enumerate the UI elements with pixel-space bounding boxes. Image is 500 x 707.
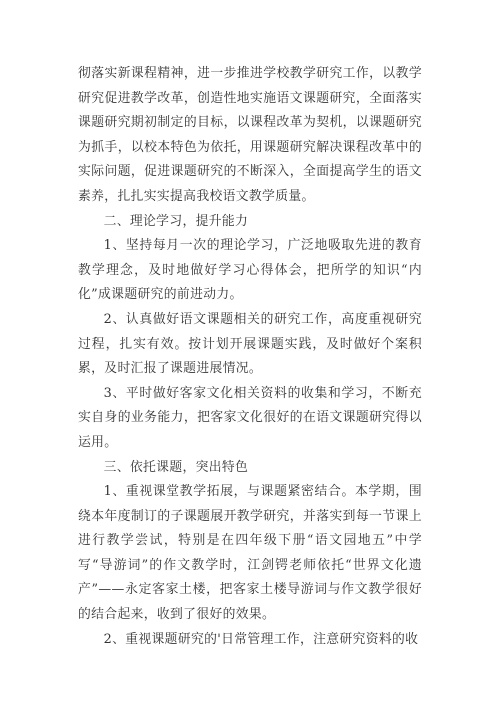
- paragraph-topic-item-2: 2、重视课题研究的'日常管理工作，注意研究资料的收: [103, 631, 419, 647]
- paragraph-theory-item-3: 3、平时做好客家文化相关资料的收集和学习，不断充实自身的业务能力，把客家文化很好的在语文课题研究得以运用。: [78, 385, 422, 450]
- paragraph-theory-item-1: 1、坚持每月一次的理论学习，广泛地吸取先进的教育教学理念，及时地做好学习心得体会，把所学的知识“内化”成课题研究的前进动力。: [78, 238, 422, 303]
- paragraph-intro-continuation: 彻落实新课程精神，进一步推进学校教学研究工作，以教学研究促进教学改革，创造性地实施语文课题研究，全面落实课题研究期初制定的目标，以课程改革为契机，以课题研究为抓手，以校本特色为依托，用课题研究解决课程改革中的实际问题，促进课题研究的不断深入，全面提高学生的语文素养，扎扎实实提高我校语文教学质量。: [78, 66, 422, 204]
- paragraph-theory-item-2: 2、认真做好语文课题相关的研究工作，高度重视研究过程，扎实有效。按计划开展课题实践，及时做好个案积累，及时汇报了课题进展情况。: [78, 311, 422, 377]
- section-heading-rely-on-topic: 三、依托课题，突出特色: [103, 459, 249, 475]
- paragraph-topic-item-1: 1、重视课堂教学拓展，与课题紧密结合。本学期，围绕本年度制订的子课题展开教学研究，并落实到每一节课上进行教学尝试，特别是在四年级下册“语文园地五”中学写“导游词”的作文教学时，江剑锷老师依托“世界文化遗产”——永定客家土楼，把客家土楼导游词与作文教学很好的结合起来，收到了很好的效果。: [78, 484, 422, 623]
- document-body: [78, 62, 422, 652]
- section-heading-theory-study: 二、理论学习，提升能力: [103, 213, 249, 229]
